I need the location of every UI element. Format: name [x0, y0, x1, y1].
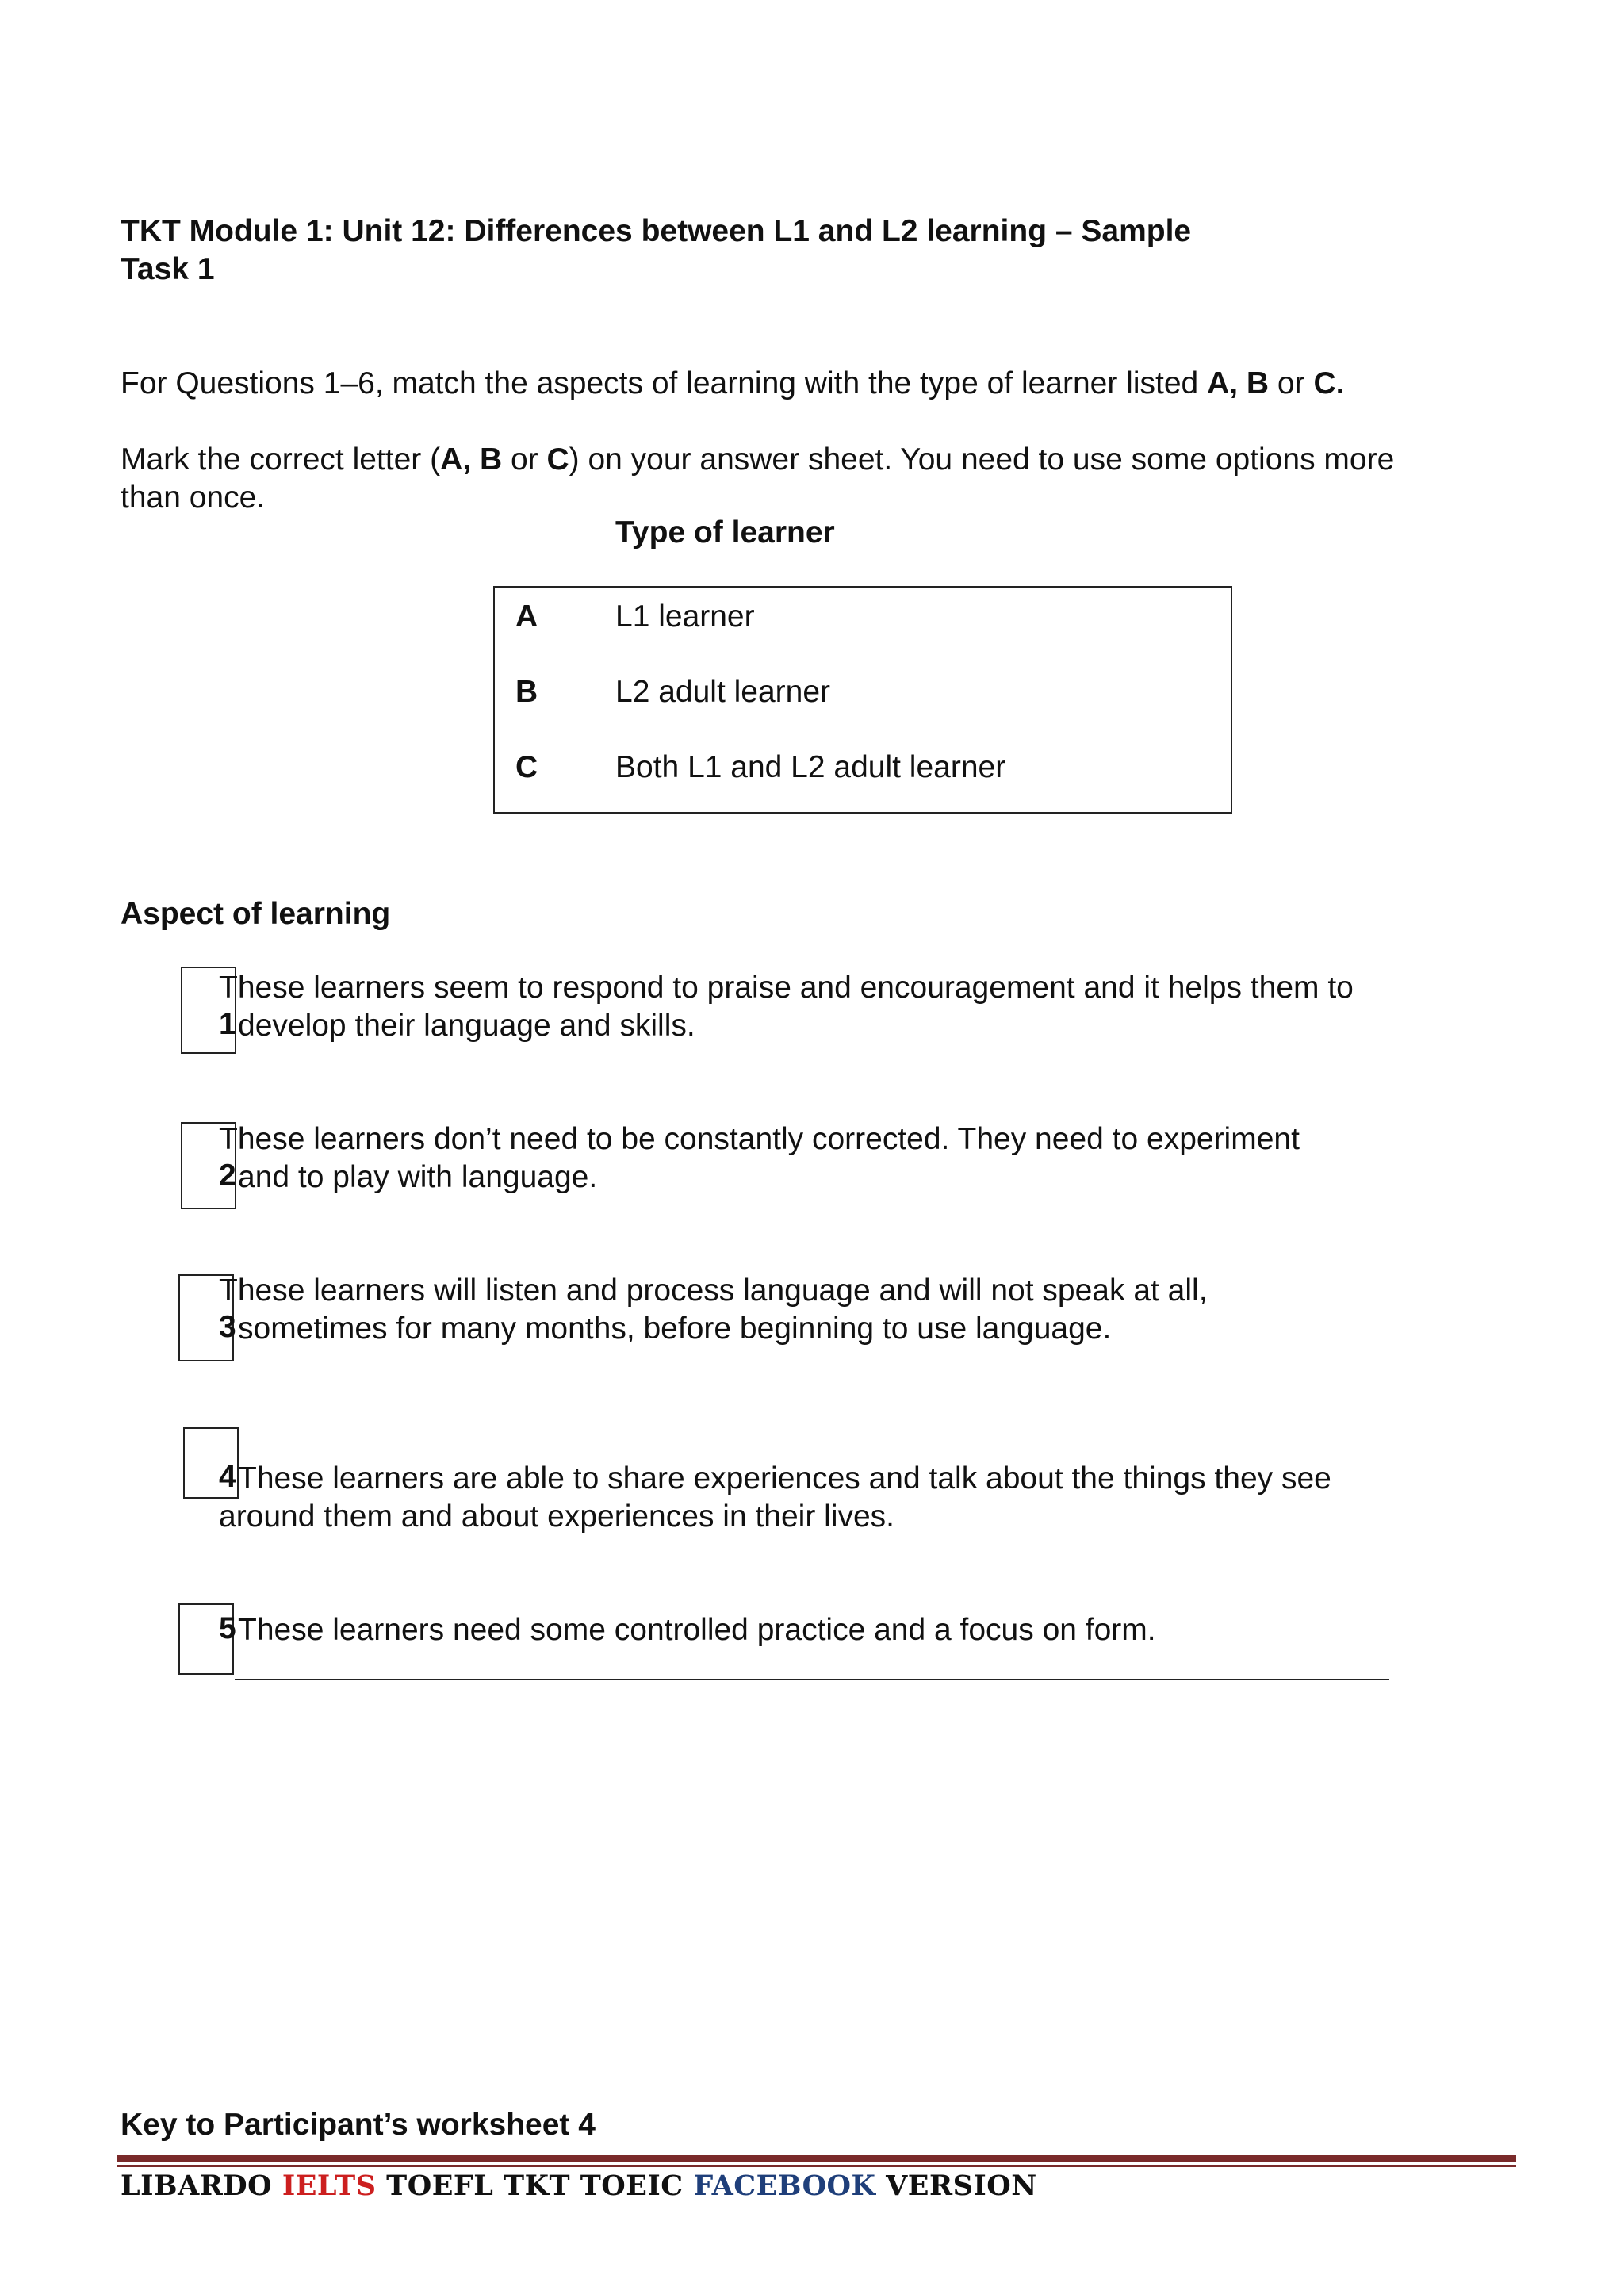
option-letter: B	[515, 675, 538, 709]
footer-rule	[117, 2155, 1516, 2162]
page-title	[121, 213, 1469, 289]
instruction-1: For Questions 1–6, match the aspects of learning with the type of learner listed A, B or C.	[121, 366, 1345, 400]
question-number: 4	[219, 1460, 236, 1494]
answer-underline	[235, 1679, 1389, 1680]
question-number: 5	[219, 1611, 236, 1645]
option-letter: A	[515, 599, 538, 634]
title-line-2: Task 1	[121, 252, 215, 286]
question-number: 1	[219, 1007, 236, 1041]
question-text-line-1: These learners seem to respond to praise and encouragement and it helps them to	[219, 971, 1354, 1005]
question-number: 2	[219, 1158, 236, 1193]
learner-options-box	[493, 586, 1232, 814]
instruction-2: Mark the correct letter (A, B or C) on your answer sheet. You need to use some options more than once.	[121, 442, 1395, 515]
option-text: L1 learner	[615, 599, 755, 634]
question-text-line-1: These learners need some controlled practice and a focus on form.	[238, 1613, 1156, 1647]
question-text-line-2: sometimes for many months, before beginning to use language.	[238, 1312, 1112, 1346]
footer-banner: LIBARDO IELTS TOEFL TKT TOEIC FACEBOOK VERSION	[121, 2170, 1037, 2202]
footer-rule-thin	[117, 2165, 1516, 2167]
question-text-line-1: These learners don’t need to be constantly corrected. They need to experiment	[219, 1122, 1300, 1156]
question-text-line-1: These learners are able to share experiences and talk about the things they see	[238, 1461, 1331, 1496]
option-text: Both L1 and L2 adult learner	[615, 750, 1006, 784]
question-text-line-2: around them and about experiences in their lives.	[219, 1499, 895, 1534]
question-text-line-2: develop their language and skills.	[238, 1009, 695, 1043]
type-of-learner-heading: Type of learner	[615, 515, 835, 550]
title-line-1: TKT Module 1: Unit 12: Differences between L1 and L2 learning – Sample	[121, 214, 1192, 248]
key-heading: Key to Participant’s worksheet 4	[121, 2108, 596, 2142]
question-text-line-2: and to play with language.	[238, 1160, 598, 1194]
aspect-of-learning-heading: Aspect of learning	[121, 897, 391, 931]
question-text-line-1: These learners will listen and process language and will not speak at all,	[219, 1273, 1208, 1308]
option-text: L2 adult learner	[615, 675, 831, 709]
question-number: 3	[219, 1310, 236, 1344]
option-letter: C	[515, 750, 538, 784]
